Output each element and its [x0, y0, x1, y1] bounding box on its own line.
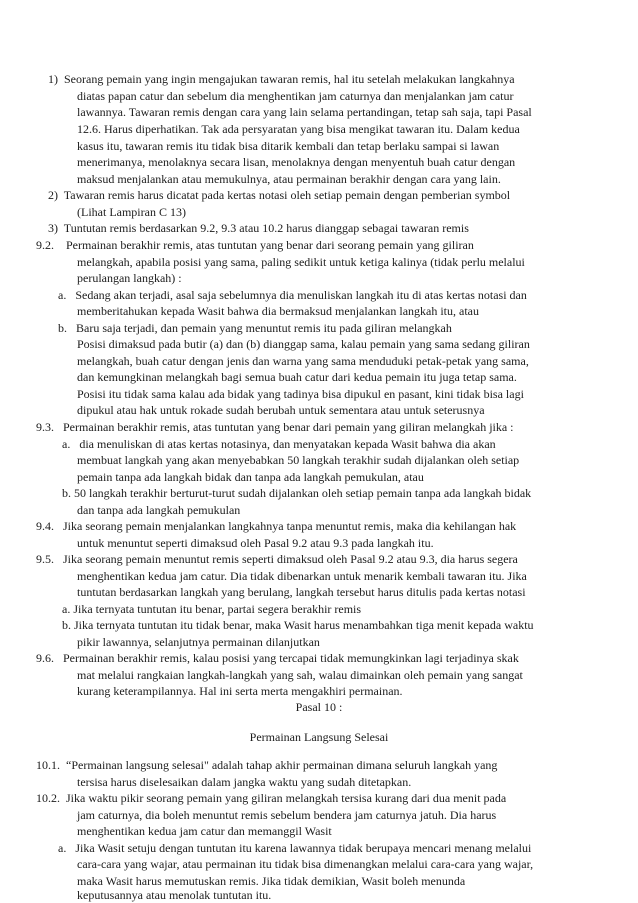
text-line: a. Jika Wasit setuju dengan tuntutan itu karena lawannya tidak berupaya mencari menang melalui	[58, 841, 532, 855]
text-line: 9.4. Jika seorang pemain menjalankan langkahnya tanpa menuntut remis, maka dia kehilangan hak	[36, 519, 517, 533]
text-line: kurang keterampilannya. Hal ini serta merta mengakhiri permainan.	[77, 684, 403, 698]
text-line: membuat langkah yang akan menyebabkan 50 langkah terakhir sudah dijalankan oleh setiap	[77, 453, 520, 467]
text-line: diatas papan catur dan sebelum dia menghentikan jam caturnya dan menjalankan jam catur	[77, 89, 514, 103]
text-line: b. Baru saja terjadi, dan pemain yang menuntut remis itu pada giliran melangkah	[58, 321, 452, 335]
text-line: a. Jika ternyata tuntutan itu benar, partai segera berakhir remis	[62, 602, 362, 616]
text-line: pemain tanpa ada langkah bidak dan tanpa ada langkah pemukulan, atau	[77, 470, 424, 484]
section-heading: Pasal 10 :	[295, 700, 343, 714]
text-line: dan kemungkinan melangkah bagi semua buah catur dari kedua pemain itu juga tetap sama.	[77, 370, 517, 384]
text-line: tersisa harus diselesaikan dalam jangka waktu yang sudah ditetapkan.	[77, 775, 412, 789]
text-line: 9.5. Jika seorang pemain menuntut remis seperti dimaksud oleh Pasal 9.2 atau 9.3, dia harus segera	[36, 552, 518, 566]
text-line: a. Sedang akan terjadi, asal saja sebelumnya dia menuliskan langkah itu di atas kertas notasi dan	[58, 288, 527, 302]
text-line: 9.2. Permainan berakhir remis, atas tuntutan yang benar dari seorang pemain yang giliran	[36, 238, 474, 252]
text-line: maka Wasit harus memutuskan remis. Jika tidak demikian, Wasit boleh menunda	[77, 874, 466, 888]
text-line: 10.2. Jika waktu pikir seorang pemain yang giliran melangkah tersisa kurang dari dua menit pada	[36, 791, 507, 805]
text-line: dan tanpa ada langkah pemukulan	[77, 503, 241, 517]
text-line: melangkah, buah catur dengan jenis dan warna yang sama menduduki petak-petak yang sama,	[77, 354, 529, 368]
text-line: b. 50 langkah terakhir berturut-turut sudah dijalankan oleh setiap pemain tanpa ada langkah bidak	[62, 486, 532, 500]
text-line: memberitahukan kepada Wasit bahwa dia bermaksud menjalankan langkah itu, atau	[77, 304, 480, 318]
text-line: maksud menjalankan atau memukulnya, atau permainan berakhir dengan cara yang lain.	[77, 172, 501, 186]
text-line: 9.3. Permainan berakhir remis, atas tuntutan yang benar dari pemain yang giliran melangkah jika :	[36, 420, 514, 434]
text-line: dipukul atau hak untuk rokade sudah berubah untuk sementara atau untuk seterusnya	[77, 403, 485, 417]
text-line: b. Jika ternyata tuntutan itu tidak benar, maka Wasit harus menambahkan tiga menit kepada waktu	[62, 618, 534, 632]
text-line: kasus itu, tawaran remis itu tidak bisa ditarik kembali dan tetap berlaku sampai si lawan	[77, 139, 500, 153]
text-line: Posisi dimaksud pada butir (a) dan (b) dianggap sama, kalau pemain yang sama sedang giliran	[77, 337, 530, 351]
text-line: menghentikan kedua jam catur. Dia tidak dibenarkan untuk menarik kembali tawaran itu. Jika	[77, 569, 527, 583]
section-title: Permainan Langsung Selesai	[249, 730, 389, 744]
text-line: lawannya. Tawaran remis dengan cara yang lain selama pertandingan, tetap sah saja, tapi Pasal	[77, 105, 532, 119]
text-line: menghentikan kedua jam catur dan memanggil Wasit	[77, 824, 332, 838]
text-line: tuntutan berdasarkan langkah yang berulang, langkah tersebut harus ditulis pada kertas notasi	[77, 585, 526, 599]
text-line: pikir lawannya, selanjutnya permainan dilanjutkan	[77, 635, 320, 649]
text-line: cara-cara yang wajar, atau permainan itu tidak bisa dimenangkan melalui cara-cara yang wajar,	[77, 857, 534, 871]
text-line: Posisi itu tidak sama kalau ada bidak yang tadinya bisa dipukul en pasant, kini tidak bisa lagi	[77, 387, 524, 401]
text-line: untuk menuntut seperti dimaksud oleh Pasal 9.2 atau 9.3 pada langkah itu.	[77, 536, 434, 550]
text-line: 3) Tuntutan remis berdasarkan 9.2, 9.3 atau 10.2 harus dianggap sebagai tawaran remis	[48, 221, 469, 235]
text-line: mat melalui rangkaian langkah-langkah yang sah, walau dimainkan oleh pemain yang sangat	[77, 668, 523, 682]
text-line: 1) Seorang pemain yang ingin mengajukan tawaran remis, hal itu setelah melakukan langkahnya	[48, 72, 515, 86]
text-line: (Lihat Lampiran C 13)	[77, 205, 186, 219]
text-line: melangkah, apabila posisi yang sama, paling sedikit untuk ketiga kalinya (tidak perlu melalui	[77, 255, 525, 269]
text-line: 12.6. Harus diperhatikan. Tak ada persyaratan yang bisa mengikat tawaran itu. Dalam kedua	[77, 122, 520, 136]
text-line: 9.6. Permainan berakhir remis, kalau posisi yang tercapai tidak memungkinkan lagi terjadinya skak	[36, 651, 519, 665]
text-line: jam caturnya, dia boleh menuntut remis sebelum bendera jam caturnya jatuh. Dia harus	[77, 808, 497, 822]
text-line: a. dia menuliskan di atas kertas notasinya, dan menyatakan kepada Wasit bahwa dia akan	[62, 437, 496, 451]
text-line: menerimanya, menolaknya secara lisan, menolaknya dengan menyentuh buah catur dengan	[77, 155, 516, 169]
text-line: perulangan langkah) :	[77, 271, 182, 285]
text-line: 2) Tawaran remis harus dicatat pada kertas notasi oleh setiap pemain dengan pemberian symbol	[48, 188, 511, 202]
text-line: keputusannya atau menolak tuntutan itu.	[77, 888, 272, 902]
text-line: 10.1. “Permainan langsung selesai" adalah tahap akhir permainan dimana seluruh langkah yang	[36, 758, 498, 772]
